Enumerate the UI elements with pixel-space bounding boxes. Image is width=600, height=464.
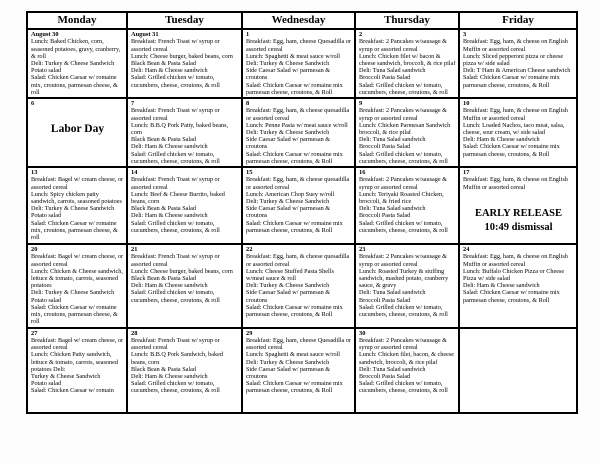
menu-line: Salad: Chicken Caesar w/ romaine mix parmesan cheese, croutons, & Roll: [246, 150, 343, 165]
date-label: 13: [31, 169, 38, 177]
labor-day-label: [31, 123, 124, 135]
menu-cell-monday-week2: [27, 98, 127, 167]
week-row-1: [27, 29, 577, 98]
date-label: 9: [359, 100, 363, 108]
menu-line: Salad: Chicken Caesar w/ romaine mix parmesan cheese, croutons, & Roll: [463, 143, 560, 158]
day-header-wednesday: Wednesday: [242, 12, 355, 29]
menu-line: Salad: Chicken Caesar w/ romain: [31, 387, 114, 395]
menu-line: Black Bean & Pasta Salad: [131, 60, 196, 68]
date-label: 7: [131, 100, 135, 108]
menu-line: Deli: Turkey & Cheese Sandwich: [246, 129, 330, 137]
menu-line: Deli: Ham & Cheese sandwich: [131, 143, 208, 151]
special-line: Labor Day: [50, 123, 105, 136]
menu-line: Side Caesar Salad w/ parmesan & croutons: [246, 289, 331, 304]
menu-line: Salad: Chicken Caesar w/ romaine mix parmesan cheese, croutons, & Roll: [463, 289, 560, 304]
menu-cell-wednesday-week2: [242, 98, 355, 167]
menu-line: Side Caesar Salad w/ parmesan & croutons: [246, 365, 331, 380]
menu-line: Breakfast: French Toast w/ syrup or assorted cereal: [131, 176, 220, 191]
menu-line: Broccoli Pasta Salad: [359, 212, 411, 220]
menu-line: Deli: Tuna Salad sandwich: [359, 289, 426, 297]
menu-line: Salad: Chicken Caesar w/ romaine mix parmesan cheese, croutons, & Roll: [463, 74, 560, 89]
menu-line: Deli: Turkey & Cheese Sandwich: [246, 282, 330, 290]
week-row-5: [27, 328, 577, 413]
menu-line: Deli: Ham & Cheese sandwich: [463, 136, 540, 144]
menu-line: Lunch: Teriyaki Roasted Chicken, broccoli, & fried rice: [359, 190, 444, 206]
menu-line: Deli: Turkey & Cheese Sandwich: [31, 205, 115, 213]
menu-line: Breakfast: French Toast w/ syrup or assorted cereal: [131, 38, 220, 53]
menu-line: Lunch: Baked Chicken, corn, seasoned potatoes, gravy, cranberry, & roll: [31, 38, 121, 60]
menu-line: Broccoli Pasta Salad: [359, 74, 411, 82]
date-label: 3: [463, 31, 467, 38]
lunch-menu-calendar: [26, 11, 578, 414]
date-label: 22: [246, 246, 253, 254]
menu-line: Breakfast: Egg, ham, cheese Quesadilla or assorted cereal: [246, 336, 351, 352]
menu-line: Salad: Grilled chicken w/ tomato, cucumbers, cheese, croutons, & roll: [359, 380, 448, 395]
menu-line: Lunch: Spaghetti & meat sauce w/roll: [246, 52, 340, 60]
menu-line: Black Bean & Pasta Salad: [131, 365, 196, 373]
menu-line: Black Bean & Pasta Salad: [131, 275, 196, 283]
menu-line: Black Bean & Pasta Salad: [131, 205, 196, 213]
menu-line: Lunch: Cheese burger, baked beans, corn: [131, 267, 233, 275]
menu-line: Breakfast: Egg, ham, & cheese on English Muffin or assorted cereal: [463, 107, 568, 122]
menu-cell-friday-week3: [459, 167, 577, 244]
menu-line: Salad: Grilled chicken w/ tomato, cucumbers, cheese, croutons, & roll: [131, 380, 220, 395]
menu-line: Lunch: Penne Pasta w/ meat sauce w/roll: [246, 121, 348, 129]
menu-line: Salad: Grilled chicken w/ tomato, cucumbers, cheese, croutons, & roll: [359, 81, 448, 96]
menu-line: Breakfast: 2 Pancakes w/sausage & syrup or assorted cereal: [359, 336, 447, 352]
menu-line: Lunch: Chicken & Cheese sandwich, lettuce & tomato, carrots, seasoned potatoes: [31, 267, 123, 290]
menu-cell-friday-week1: [459, 29, 577, 98]
date-label: 24: [463, 246, 470, 254]
day-header-monday: Monday: [27, 12, 127, 29]
week-row-4: [27, 244, 577, 327]
menu-line: Salad: Grilled chicken w/ tomato, cucumbers, cheese, croutons, & roll: [131, 219, 220, 234]
menu-line: Breakfast: 2 Pancakes w/sausage & syrup or assorted cereal: [359, 38, 447, 53]
date-label: August 31: [131, 31, 159, 38]
date-label: 16: [359, 169, 366, 177]
week-row-2: [27, 98, 577, 167]
date-label: 17: [463, 169, 470, 177]
menu-cell-thursday-week3: [355, 167, 459, 244]
menu-line: Deli: Turkey & Cheese Sandwich: [246, 198, 330, 206]
date-label: 15: [246, 169, 253, 177]
menu-line: Lunch: Chicken filet w/ bacon & cheese sandwich, broccoli, & rice pilaf: [359, 52, 456, 68]
menu-cell-friday-week4: [459, 244, 577, 327]
menu-line: Deli: Turkey & Cheese Sandwich: [246, 60, 330, 68]
menu-line: Salad: Chicken Caesar w/ romaine mix parmesan cheese, croutons, & Roll: [246, 81, 343, 96]
menu-line: Breakfast: Egg, ham, cheese Quesadilla or assorted cereal: [246, 38, 351, 53]
menu-line: Breakfast: French Toast w/ syrup or assorted cereal: [131, 253, 220, 268]
day-header-thursday: Thursday: [355, 12, 459, 29]
menu-line: Breakfast: Egg, ham, & cheese on English Muffin or assorted cereal: [463, 253, 568, 268]
menu-line: Lunch: Sliced pepperoni pizza or cheese pizza w/ side salad: [463, 52, 564, 68]
menu-line: Lunch: Loaded Nachos, taco meat, salsa, cheese, sour cream, w/ side salad: [463, 121, 565, 137]
menu-line: Breakfast: Egg, ham, & cheese quesadilla or assorted cereal: [246, 176, 350, 191]
menu-line: Deli: Ham & Cheese sandwich: [131, 372, 208, 380]
menu-line: Broccoli Pasta Salad: [359, 143, 411, 151]
menu-line: Salad: Chicken Caesar w/ romaine mix, croutons, parmesan cheese, & roll: [31, 303, 118, 326]
menu-line: Salad: Grilled chicken w/ tomato, cucumbers, cheese, croutons, & roll: [131, 74, 220, 89]
menu-cell-tuesday-week3: [127, 167, 242, 244]
menu-line: Breakfast: Bagel w/ cream cheese, or assorted cereal: [31, 253, 124, 268]
menu-cell-friday-week2: [459, 98, 577, 167]
menu-line: Breakfast: Egg, ham, & cheese quesadilla or assorted cereal: [246, 253, 350, 268]
menu-line: Breakfast: Egg, ham, & cheese on English Muffin or assorted cereal: [463, 176, 568, 191]
menu-line: Salad: Grilled chicken w/ tomato, cucumbers, cheese, croutons, & roll: [131, 289, 220, 304]
menu-line: Deli: Tuna Salad sandwich: [359, 136, 426, 144]
date-label: 29: [246, 329, 253, 337]
menu-line: Salad: Grilled chicken w/ tomato, cucumbers, cheese, croutons, & roll: [359, 219, 448, 234]
menu-cell-monday-week1: [27, 29, 127, 98]
menu-cell-thursday-week1: [355, 29, 459, 98]
day-header-row: [27, 12, 577, 29]
menu-line: Breakfast: French Toast w/ syrup or assorted cereal: [131, 107, 220, 122]
menu-line: Deli: Tuna Salad sandwich: [359, 365, 426, 373]
date-label: 8: [246, 100, 250, 108]
menu-cell-monday-week3: [27, 167, 127, 244]
day-header-tuesday: Tuesday: [127, 12, 242, 29]
menu-cell-tuesday-week2: [127, 98, 242, 167]
menu-line: Lunch: Chicken filet, bacon, & cheese sandwich, broccoli, & rice pilaf: [359, 351, 455, 366]
menu-line: Side Caesar Salad w/ parmesan & croutons: [246, 136, 331, 151]
menu-line: Deli: Turkey & Cheese Sandwich: [31, 60, 115, 68]
date-label: 27: [31, 329, 38, 337]
menu-line: Breakfast: Egg, ham, & cheese quesadilla or assorted cereal: [246, 107, 350, 122]
menu-line: Lunch: Spaghetti & meat sauce w/roll: [246, 351, 340, 359]
menu-line: Breakfast: Egg, ham, & cheese on English Muffin or assorted cereal: [463, 38, 568, 53]
menu-line: Breakfast: Bagel w/ cream cheese, or assorted cereal: [31, 336, 124, 352]
menu-line: Lunch: Cheese Stuffed Pasta Shells w/meat sauce & roll: [246, 267, 334, 283]
menu-cell-wednesday-week3: [242, 167, 355, 244]
menu-cell-tuesday-week1: [127, 29, 242, 98]
menu-line: Deli: Turkey & Cheese Sandwich: [246, 358, 330, 366]
menu-line: Deli: Tuna Salad sandwich: [359, 67, 426, 75]
day-header-friday: Friday: [459, 12, 577, 29]
menu-line: Potato salad: [31, 67, 62, 75]
menu-line: Salad: Chicken Caesar w/ romaine mix, croutons, parmesan cheese, & roll: [31, 74, 118, 96]
menu-cell-monday-week5: [27, 328, 127, 413]
menu-cell-wednesday-week1: [242, 29, 355, 98]
week-row-3: [27, 167, 577, 244]
menu-cell-tuesday-week4: [127, 244, 242, 327]
menu-line: Lunch: B.B.Q Pork Patty, baked beans, corn: [131, 121, 229, 137]
menu-line: Black Bean & Pasta Salad: [131, 136, 196, 144]
menu-line: Breakfast: 2 Pancakes w/sausage & syrup or assorted cereal: [359, 107, 447, 122]
menu-line: Potato salad: [31, 380, 62, 388]
menu-cell-monday-week4: [27, 244, 127, 327]
menu-line: Lunch: American Chop Suey w/roll: [246, 190, 335, 198]
menu-line: Breakfast: 2 Pancakes w/sausage & syrup or assorted cereal: [359, 176, 447, 191]
menu-line: Lunch: B.B.Q Pork Sandwich, baked beans, corn: [131, 351, 223, 366]
menu-line: Deli: Ham & Cheese sandwich: [463, 282, 540, 290]
menu-line: Side Caesar Salad w/ parmesan & croutons: [246, 67, 331, 82]
menu-line: Deli: Ham & Cheese sandwich: [131, 212, 208, 220]
date-label: 23: [359, 246, 366, 254]
date-label: 30: [359, 329, 366, 337]
menu-line: Lunch: Spicy chicken patty sandwich, carrots, seasoned potatoes: [31, 190, 122, 206]
date-label: 21: [131, 246, 138, 254]
menu-line: Lunch: Beef & Cheese Burrito, baked beans, corn: [131, 190, 225, 206]
menu-cell-tuesday-week5: [127, 328, 242, 413]
menu-line: Salad: Chicken Caesar w/ romaine mix, croutons, parmesan cheese, & roll: [31, 219, 118, 242]
special-line: 10:49 dismissal: [484, 221, 553, 233]
menu-line: Salad: Grilled chicken w/ tomato, cucumbers, cheese, croutons, & roll: [131, 150, 220, 165]
menu-line: Broccoli Pasta Salad: [359, 372, 411, 380]
date-label: August 30: [31, 31, 59, 38]
date-label: 20: [31, 246, 38, 254]
date-label: 28: [131, 329, 138, 337]
date-label: 6: [31, 100, 35, 108]
menu-cell-wednesday-week4: [242, 244, 355, 327]
date-label: 10: [463, 100, 470, 108]
menu-line: Deli: Ham & Cheese sandwich: [131, 282, 208, 290]
menu-cell-wednesday-week5: [242, 328, 355, 413]
menu-line: Deli: Tuna Salad sandwich: [359, 205, 426, 213]
menu-line: Lunch: Chicken Patty sandwich, lettuce & tomato, carrots, seasoned potatoes Deli:: [31, 351, 118, 373]
menu-line: Side Caesar Salad w/ parmesan & croutons: [246, 205, 331, 220]
menu-line: Salad: Chicken Caesar w/ romaine mix parmesan cheese, croutons, & Roll: [246, 219, 343, 234]
menu-line: Breakfast: Bagel w/ cream cheese, or assorted cereal: [31, 176, 124, 191]
menu-line: Deli: Turkey & Cheese Sandwich: [31, 289, 115, 297]
menu-cell-friday-week5: [459, 328, 577, 413]
special-line: EARLY RELEASE: [474, 207, 563, 219]
menu-cell-thursday-week2: [355, 98, 459, 167]
menu-line: Breakfast: French Toast w/ syrup or assorted cereal: [131, 336, 220, 352]
menu-line: Deli: T Ham & American Cheese sandwich: [463, 67, 571, 75]
menu-line: Breakfast: 2 Pancakes w/sausage & syrup or assorted cereal: [359, 253, 447, 268]
menu-line: Deli: Ham & Cheese sandwich: [131, 67, 208, 75]
menu-line: Lunch: Cheese burger, baked beans, corn: [131, 52, 233, 60]
menu-line: Salad: Chicken Caesar w/ romaine mix parmesan cheese, croutons, & Roll: [246, 303, 343, 319]
menu-line: Potato salad: [31, 296, 62, 304]
early-release-label: [463, 207, 574, 235]
menu-line: Lunch: Chicken Parmesan Sandwich broccoli, & rice pilaf: [359, 121, 451, 137]
menu-cell-thursday-week4: [355, 244, 459, 327]
date-label: 14: [131, 169, 138, 177]
menu-line: Turkey & Cheese Sandwich: [31, 372, 101, 380]
menu-line: Lunch: Buffalo Chicken Pizza or Cheese Pizza w/ side salad: [463, 267, 565, 283]
menu-line: Salad: Grilled chicken w/ tomato, cucumbers, cheese, croutons, & roll: [359, 150, 448, 165]
menu-line: Broccoli Pasta Salad: [359, 296, 411, 304]
menu-line: Salad: Grilled chicken w/ tomato, cucumbers, cheese, croutons, & roll: [359, 303, 448, 319]
menu-line: Lunch: Roasted Turkey & stuffing sandwich, mashed potato, cranberry sauce, & gravy: [359, 267, 449, 290]
date-label: 2: [359, 31, 363, 38]
menu-line: Potato salad: [31, 212, 62, 220]
date-label: 1: [246, 31, 250, 38]
menu-line: Salad: Chicken Caesar w/ romaine mix parmesan cheese, croutons, & Roll: [246, 380, 343, 395]
menu-cell-thursday-week5: [355, 328, 459, 413]
